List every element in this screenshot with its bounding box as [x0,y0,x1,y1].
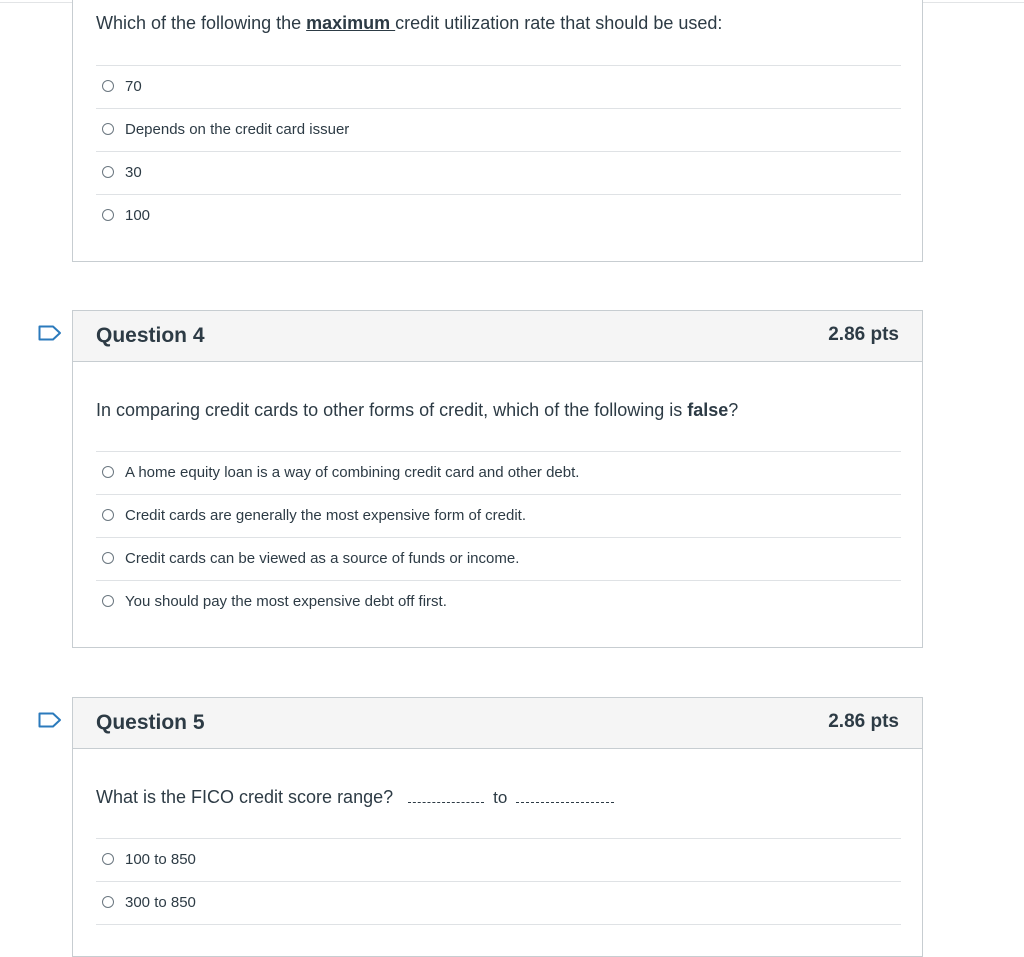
question-4-text-part: In comparing credit cards to other forms of credit, which of the following is [96,400,688,420]
question-5-card [72,697,923,957]
question-3-text [96,13,722,34]
answer-label: Credit cards can be viewed as a source of funds or income. [125,550,520,567]
answer-label: 100 [125,207,151,224]
question-3-text-part: credit utilization rate that should be used: [395,13,723,33]
question-5-text [96,787,614,808]
question-4-answers [96,451,901,624]
fill-in-blank [408,790,484,803]
question-points: 2.86 pts [828,324,899,345]
radio-unchecked-icon[interactable] [102,466,114,478]
question-5-text-part: What is the FICO credit score range? [96,787,394,807]
question-title: Question 5 [96,711,205,734]
answer-option[interactable] [96,66,901,109]
radio-unchecked-icon[interactable] [102,552,114,564]
question-4-text [96,400,738,421]
answer-option[interactable] [96,839,901,882]
question-4-header [73,311,922,362]
answer-option[interactable] [96,109,901,152]
question-5-answers [96,838,901,925]
answer-option[interactable] [96,581,901,624]
question-4-emphasis: false [687,400,729,420]
question-5-connector: to [493,788,508,807]
question-title: Question 4 [96,324,205,347]
answer-option[interactable] [96,195,901,238]
flag-outline-icon[interactable] [38,325,62,341]
radio-unchecked-icon[interactable] [102,166,114,178]
answer-option[interactable] [96,152,901,195]
question-4-card [72,310,923,648]
answer-option[interactable] [96,495,901,538]
answer-label: 70 [125,78,142,95]
question-3-answers [96,65,901,238]
question-5-header [73,698,922,749]
radio-unchecked-icon[interactable] [102,80,114,92]
radio-unchecked-icon[interactable] [102,509,114,521]
answer-option[interactable] [96,538,901,581]
radio-unchecked-icon[interactable] [102,595,114,607]
flag-outline-icon[interactable] [38,712,62,728]
question-3-emphasis: maximum [306,13,396,33]
fill-in-blank [516,790,614,803]
answer-option[interactable] [96,452,901,495]
answer-label: Credit cards are generally the most expensive form of credit. [125,507,527,524]
answer-label: 300 to 850 [125,894,196,911]
question-points: 2.86 pts [828,711,899,732]
answer-label: 100 to 850 [125,851,196,868]
answer-label: 30 [125,164,142,181]
answer-option[interactable] [96,882,901,925]
radio-unchecked-icon[interactable] [102,853,114,865]
answer-label: You should pay the most expensive debt off first. [125,593,447,610]
answer-label: Depends on the credit card issuer [125,121,350,138]
question-4-text-part: ? [728,400,739,420]
radio-unchecked-icon[interactable] [102,209,114,221]
radio-unchecked-icon[interactable] [102,123,114,135]
question-3-text-part: Which of the following the [96,13,307,33]
radio-unchecked-icon[interactable] [102,896,114,908]
answer-label: A home equity loan is a way of combining credit card and other debt. [125,464,580,481]
question-3-card [72,0,923,262]
